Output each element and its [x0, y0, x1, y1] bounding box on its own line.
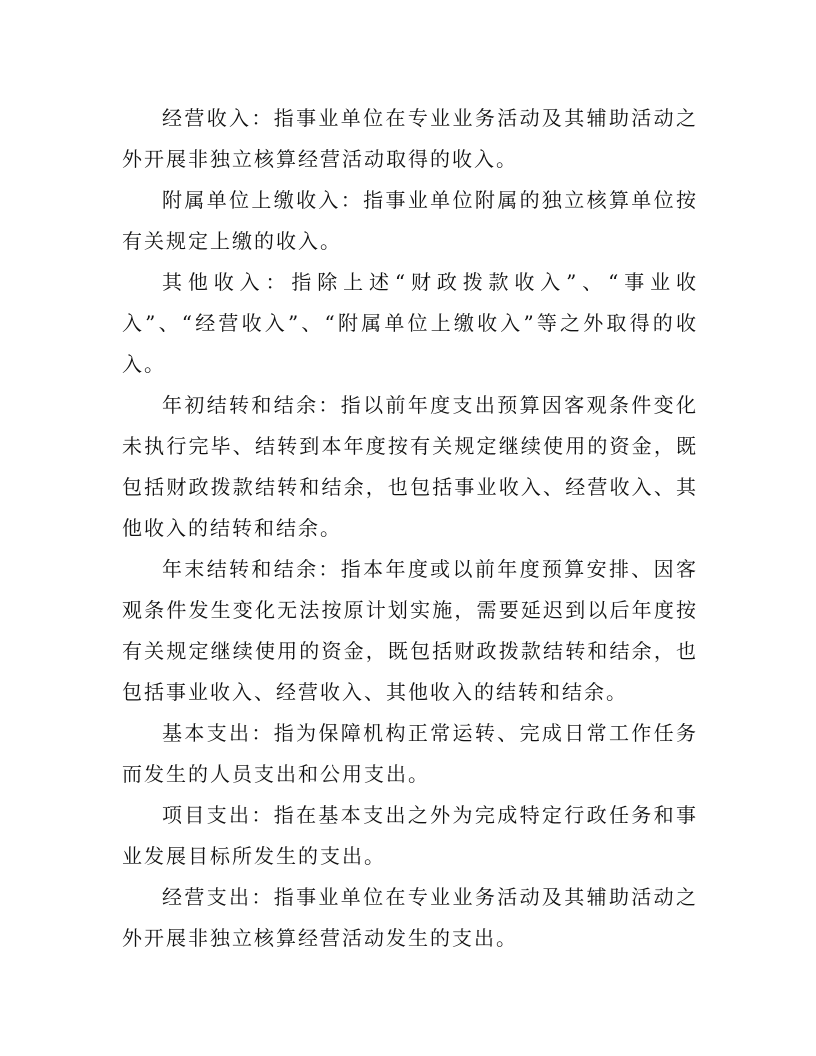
paragraph-basic-expenditure: 基本支出：指为保障机构正常运转、完成日常工作任务而发生的人员支出和公用支出。	[122, 721, 698, 786]
paragraph-operating-income: 经营收入：指事业单位在专业业务活动及其辅助活动之外开展非独立核算经营活动取得的收入。	[122, 106, 698, 171]
paragraph-subsidiary-remittance-income: 附属单位上缴收入：指事业单位附属的独立核算单位按有关规定上缴的收入。	[122, 188, 698, 253]
paragraph-ending-carryover: 年末结转和结余：指本年度或以前年度预算安排、因客观条件发生变化无法按原计划实施，需要延迟到以后年度按有关规定继续使用的资金，既包括财政拨款结转和结余，也包括事业收入、经营收入、其他收入的结转和结余。	[122, 557, 698, 704]
paragraph-other-income: 其他收入：指除上述“财政拨款收入”、“事业收入”、“经营收入”、“附属单位上缴收入”等之外取得的收入。	[122, 270, 698, 376]
paragraph-beginning-carryover: 年初结转和结余：指以前年度支出预算因客观条件变化未执行完毕、结转到本年度按有关规定继续使用的资金，既包括财政拨款结转和结余，也包括事业收入、经营收入、其他收入的结转和结余。	[122, 393, 698, 540]
document-page	[122, 98, 698, 959]
paragraph-operating-expenditure: 经营支出：指事业单位在专业业务活动及其辅助活动之外开展非独立核算经营活动发生的支出。	[122, 885, 698, 950]
paragraph-project-expenditure: 项目支出：指在基本支出之外为完成特定行政任务和事业发展目标所发生的支出。	[122, 803, 698, 868]
